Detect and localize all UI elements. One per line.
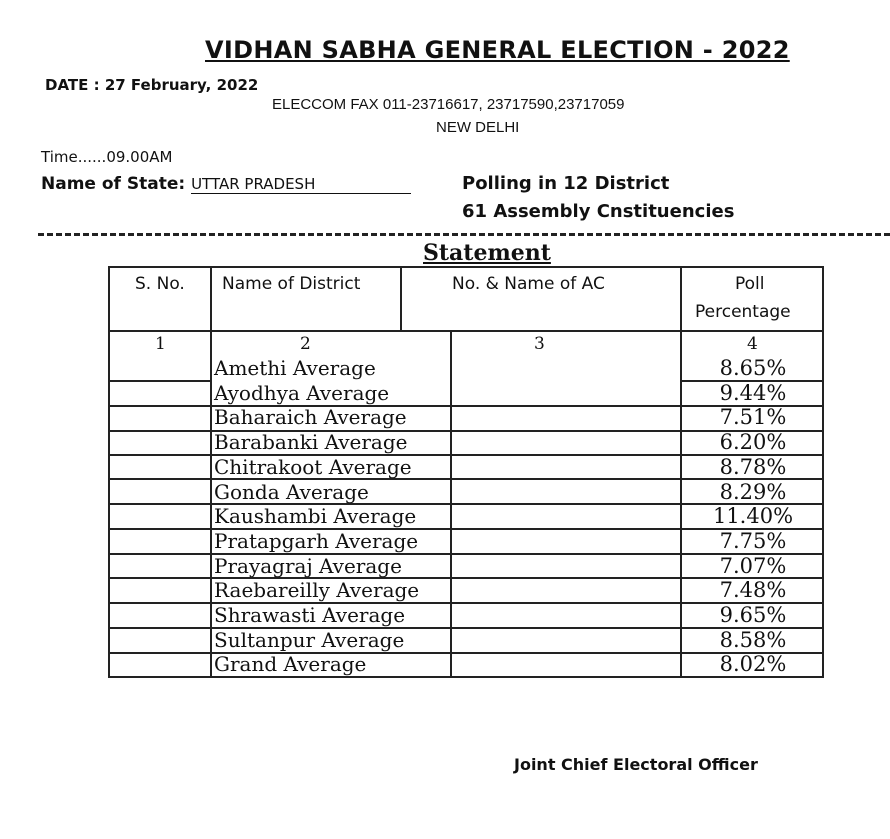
poll-percentage: 8.78% [719, 454, 787, 479]
district-name: Baharaich Average [214, 405, 407, 430]
dashed-divider [38, 233, 890, 236]
district-name: Grand Average [214, 652, 367, 677]
poll-percentage: 8.65% [719, 356, 787, 380]
signature-title: Joint Chief Electoral Officer [514, 755, 758, 774]
header-ac: No. & Name of AC [452, 274, 605, 294]
state-value: UTTAR PRADESH [191, 175, 411, 194]
statement-title: Statement [423, 240, 551, 266]
header-divider [110, 330, 822, 332]
state-label: Name of State: [41, 174, 186, 194]
fax-numbers: ELECCOM FAX 011-23716617, 23717590,23717059 [272, 96, 625, 113]
district-name: Ayodhya Average [214, 380, 390, 405]
polling-districts: Polling in 12 District [462, 173, 670, 194]
poll-percentage: 6.20% [719, 430, 787, 455]
district-name: Barabanki Average [214, 430, 408, 455]
polling-info [462, 170, 734, 226]
district-name: Amethi Average [214, 356, 376, 380]
document-title: VIDHAN SABHA GENERAL ELECTION - 2022 [205, 36, 790, 64]
header-district: Name of District [222, 274, 361, 294]
district-name: Prayagraj Average [214, 553, 402, 578]
poll-percentage: 11.40% [712, 504, 794, 529]
poll-percentage: 7.07% [719, 553, 787, 578]
city-name: NEW DELHI [436, 119, 520, 136]
header-percentage: Percentage [695, 302, 791, 322]
col-divider [210, 268, 212, 332]
col-number-2: 2 [300, 334, 311, 354]
poll-percentage: 9.44% [719, 380, 787, 405]
district-name: Kaushambi Average [214, 504, 417, 529]
col-divider [210, 332, 212, 356]
district-name: Chitrakoot Average [214, 454, 412, 479]
header-poll: Poll [735, 274, 765, 294]
report-time: Time......09.00AM [41, 148, 173, 166]
district-name: Pratapgarh Average [214, 528, 419, 553]
poll-percentage: 7.75% [719, 528, 787, 553]
header-sno: S. No. [135, 274, 185, 294]
polling-constituencies: 61 Assembly Cnstituencies [462, 201, 735, 222]
col-number-4: 4 [747, 334, 758, 354]
poll-percentage: 7.51% [719, 405, 787, 430]
document-date: DATE : 27 February, 2022 [45, 76, 259, 94]
poll-percentage: 8.58% [719, 627, 787, 652]
col-number-1: 1 [155, 334, 166, 354]
poll-table [108, 266, 824, 678]
poll-percentage: 8.02% [719, 652, 787, 677]
col-number-3: 3 [534, 334, 545, 354]
row-divider [110, 380, 210, 382]
district-name: Sultanpur Average [214, 627, 405, 652]
district-name: Gonda Average [214, 479, 369, 504]
col-divider [400, 268, 402, 332]
district-name: Shrawasti Average [214, 603, 406, 627]
poll-percentage: 7.48% [719, 578, 787, 603]
poll-percentage: 8.29% [719, 479, 787, 504]
state-line [41, 174, 411, 194]
poll-percentage: 9.65% [719, 603, 787, 627]
district-name: Raebareilly Average [214, 578, 420, 603]
